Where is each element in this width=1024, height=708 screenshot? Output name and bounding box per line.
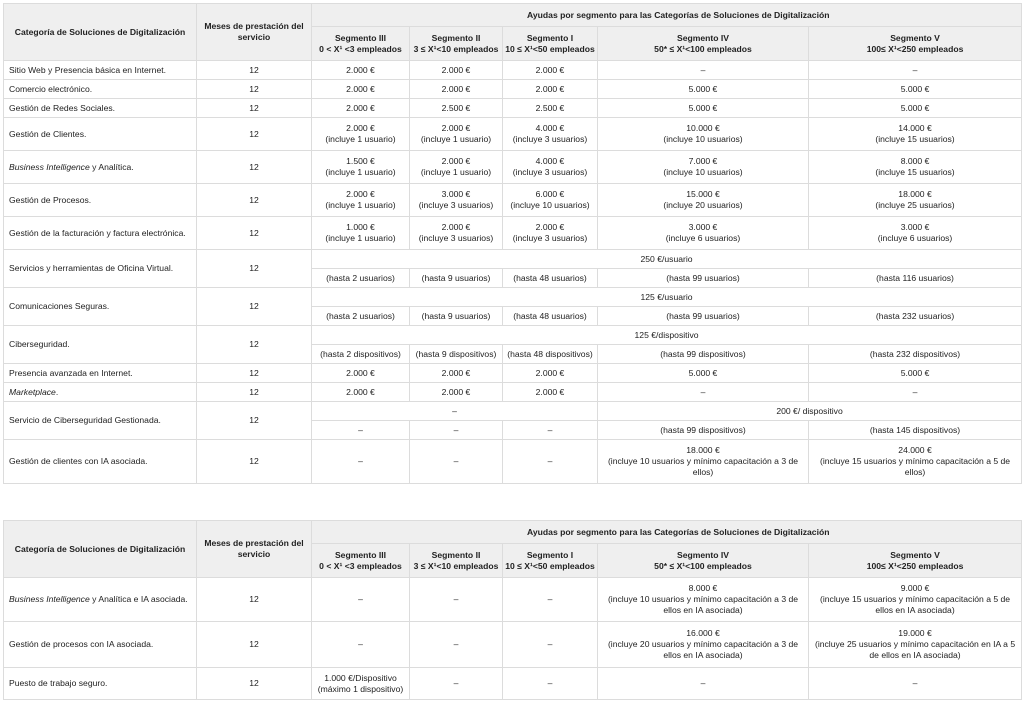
- value-cell: 10.000 € (incluye 10 usuarios): [598, 118, 809, 151]
- table-row: [4, 578, 1022, 622]
- value-cell: 2.500 €: [410, 99, 503, 118]
- value-cell: 2.000 €: [503, 383, 598, 402]
- header-segment-iv: Segmento IV 50* ≤ X¹<100 empleados: [598, 27, 809, 61]
- value-cell: –: [312, 622, 410, 668]
- value-cell: (hasta 48 dispositivos): [503, 345, 598, 364]
- value-cell: –: [598, 61, 809, 80]
- months-cell: 12: [197, 184, 312, 217]
- value-cell: 2.000 €: [503, 80, 598, 99]
- value-cell: 3.000 € (incluye 3 usuarios): [410, 184, 503, 217]
- value-cell: –: [410, 440, 503, 484]
- table-row: [4, 184, 1022, 217]
- unit-price-cell: –: [312, 402, 598, 421]
- value-cell: 9.000 € (incluye 15 usuarios y mínimo capacitación a 5 de ellos en IA asociada): [809, 578, 1022, 622]
- value-cell: –: [503, 668, 598, 700]
- value-cell: –: [410, 421, 503, 440]
- header-category: Categoría de Soluciones de Digitalización: [4, 4, 197, 61]
- category-cell: Presencia avanzada en Internet.: [4, 364, 197, 383]
- months-cell: 12: [197, 250, 312, 288]
- value-cell: 2.000 €: [312, 61, 410, 80]
- category-cell: Business Intelligence y Analítica e IA asociada.: [4, 578, 197, 622]
- header-category: Categoría de Soluciones de Digitalización: [4, 521, 197, 578]
- value-cell: (hasta 48 usuarios): [503, 269, 598, 288]
- value-cell: 2.000 €: [503, 364, 598, 383]
- value-cell: (hasta 2 dispositivos): [312, 345, 410, 364]
- table-row: [4, 364, 1022, 383]
- value-cell: –: [503, 440, 598, 484]
- category-cell: Puesto de trabajo seguro.: [4, 668, 197, 700]
- table-row: [4, 440, 1022, 484]
- value-cell: 5.000 €: [598, 364, 809, 383]
- category-cell: Gestión de Clientes.: [4, 118, 197, 151]
- months-cell: 12: [197, 402, 312, 440]
- value-cell: 18.000 € (incluye 10 usuarios y mínimo capacitación a 3 de ellos): [598, 440, 809, 484]
- category-cell: Marketplace.: [4, 383, 197, 402]
- value-cell: –: [312, 421, 410, 440]
- value-cell: 2.000 € (incluye 1 usuario): [312, 184, 410, 217]
- category-cell: Gestión de procesos con IA asociada.: [4, 622, 197, 668]
- table-row: [4, 217, 1022, 250]
- table-row: [4, 622, 1022, 668]
- value-cell: 3.000 € (incluye 6 usuarios): [598, 217, 809, 250]
- category-cell: Gestión de clientes con IA asociada.: [4, 440, 197, 484]
- header-segment-v: Segmento V 100≤ X¹<250 empleados: [809, 544, 1022, 578]
- value-cell: (hasta 9 dispositivos): [410, 345, 503, 364]
- value-cell: –: [598, 383, 809, 402]
- value-cell: 4.000 € (incluye 3 usuarios): [503, 151, 598, 184]
- category-cell: Servicio de Ciberseguridad Gestionada.: [4, 402, 197, 440]
- value-cell: (hasta 9 usuarios): [410, 307, 503, 326]
- header-months: Meses de prestación del servicio: [197, 4, 312, 61]
- value-cell: 2.000 €: [312, 80, 410, 99]
- header-segment-iv: Segmento IV 50* ≤ X¹<100 empleados: [598, 544, 809, 578]
- value-cell: –: [503, 622, 598, 668]
- months-cell: 12: [197, 668, 312, 700]
- header-months: Meses de prestación del servicio: [197, 521, 312, 578]
- value-cell: 2.000 €: [312, 383, 410, 402]
- category-cell: Servicios y herramientas de Oficina Virtual.: [4, 250, 197, 288]
- months-cell: 12: [197, 151, 312, 184]
- value-cell: (hasta 48 usuarios): [503, 307, 598, 326]
- category-cell: Gestión de la facturación y factura electrónica.: [4, 217, 197, 250]
- months-cell: 12: [197, 118, 312, 151]
- value-cell: 2.000 € (incluye 1 usuario): [410, 151, 503, 184]
- value-cell: –: [312, 578, 410, 622]
- header-segment-v: Segmento V 100≤ X¹<250 empleados: [809, 27, 1022, 61]
- value-cell: 14.000 € (incluye 15 usuarios): [809, 118, 1022, 151]
- value-cell: 8.000 € (incluye 15 usuarios): [809, 151, 1022, 184]
- value-cell: 1.000 €/Dispositivo (máximo 1 dispositivo): [312, 668, 410, 700]
- value-cell: 2.000 €: [312, 364, 410, 383]
- table-row: [4, 99, 1022, 118]
- months-cell: 12: [197, 622, 312, 668]
- header-segment-i: Segmento I 10 ≤ X¹<50 empleados: [503, 27, 598, 61]
- months-cell: 12: [197, 364, 312, 383]
- table-row: [4, 402, 1022, 421]
- category-cell: Gestión de Redes Sociales.: [4, 99, 197, 118]
- value-cell: 2.000 €: [410, 383, 503, 402]
- value-cell: –: [809, 61, 1022, 80]
- value-cell: (hasta 2 usuarios): [312, 307, 410, 326]
- table-row: [4, 80, 1022, 99]
- category-cell: Gestión de Procesos.: [4, 184, 197, 217]
- value-cell: –: [410, 622, 503, 668]
- header-segment-iii: Segmento III 0 < X¹ <3 empleados: [312, 544, 410, 578]
- unit-price-cell: 125 €/usuario: [312, 288, 1022, 307]
- value-cell: –: [809, 383, 1022, 402]
- header-group: Ayudas por segmento para las Categorías de Soluciones de Digitalización: [312, 521, 1022, 544]
- value-cell: 2.000 € (incluye 3 usuarios): [410, 217, 503, 250]
- value-cell: –: [410, 578, 503, 622]
- aid-table-main: [3, 3, 1022, 484]
- value-cell: 5.000 €: [809, 80, 1022, 99]
- months-cell: 12: [197, 61, 312, 80]
- value-cell: (hasta 2 usuarios): [312, 269, 410, 288]
- header-segment-ii: Segmento II 3 ≤ X¹<10 empleados: [410, 544, 503, 578]
- value-cell: –: [312, 440, 410, 484]
- category-cell: Sitio Web y Presencia básica en Internet.: [4, 61, 197, 80]
- value-cell: (hasta 145 dispositivos): [809, 421, 1022, 440]
- header-group: Ayudas por segmento para las Categorías de Soluciones de Digitalización: [312, 4, 1022, 27]
- header-segment-i: Segmento I 10 ≤ X¹<50 empleados: [503, 544, 598, 578]
- value-cell: (hasta 232 dispositivos): [809, 345, 1022, 364]
- value-cell: –: [809, 668, 1022, 700]
- months-cell: 12: [197, 217, 312, 250]
- value-cell: 2.000 € (incluye 3 usuarios): [503, 217, 598, 250]
- months-cell: 12: [197, 326, 312, 364]
- header-segment-ii: Segmento II 3 ≤ X¹<10 empleados: [410, 27, 503, 61]
- value-cell: (hasta 232 usuarios): [809, 307, 1022, 326]
- value-cell: 2.000 € (incluye 1 usuario): [410, 118, 503, 151]
- value-cell: –: [503, 421, 598, 440]
- header-segment-iii: Segmento III 0 < X¹ <3 empleados: [312, 27, 410, 61]
- months-cell: 12: [197, 440, 312, 484]
- value-cell: 18.000 € (incluye 25 usuarios): [809, 184, 1022, 217]
- value-cell: 2.000 €: [410, 80, 503, 99]
- unit-price-cell: 250 €/usuario: [312, 250, 1022, 269]
- value-cell: 2.000 €: [410, 364, 503, 383]
- value-cell: 2.000 € (incluye 1 usuario): [312, 118, 410, 151]
- value-cell: (hasta 99 usuarios): [598, 269, 809, 288]
- value-cell: 5.000 €: [809, 99, 1022, 118]
- category-cell: Business Intelligence y Analítica.: [4, 151, 197, 184]
- value-cell: 5.000 €: [598, 80, 809, 99]
- value-cell: –: [503, 578, 598, 622]
- value-cell: –: [598, 668, 809, 700]
- value-cell: 15.000 € (incluye 20 usuarios): [598, 184, 809, 217]
- value-cell: 7.000 € (incluye 10 usuarios): [598, 151, 809, 184]
- value-cell: 2.500 €: [503, 99, 598, 118]
- category-cell: Comunicaciones Seguras.: [4, 288, 197, 326]
- value-cell: (hasta 99 dispositivos): [598, 345, 809, 364]
- value-cell: (hasta 99 dispositivos): [598, 421, 809, 440]
- value-cell: 1.500 € (incluye 1 usuario): [312, 151, 410, 184]
- value-cell: 2.000 €: [312, 99, 410, 118]
- table-row: [4, 288, 1022, 307]
- months-cell: 12: [197, 578, 312, 622]
- value-cell: 1.000 € (incluye 1 usuario): [312, 217, 410, 250]
- months-cell: 12: [197, 383, 312, 402]
- table-row: [4, 118, 1022, 151]
- value-cell: (hasta 9 usuarios): [410, 269, 503, 288]
- table-row: [4, 383, 1022, 402]
- value-cell: 8.000 € (incluye 10 usuarios y mínimo capacitación a 3 de ellos en IA asociada): [598, 578, 809, 622]
- value-cell: –: [410, 668, 503, 700]
- category-cell: Ciberseguridad.: [4, 326, 197, 364]
- table-row: [4, 151, 1022, 184]
- aid-table-ia: [3, 520, 1022, 700]
- months-cell: 12: [197, 99, 312, 118]
- table-row: [4, 326, 1022, 345]
- months-cell: 12: [197, 288, 312, 326]
- value-cell: (hasta 116 usuarios): [809, 269, 1022, 288]
- months-cell: 12: [197, 80, 312, 99]
- unit-price-cell: 125 €/dispositivo: [312, 326, 1022, 345]
- value-cell: 2.000 €: [410, 61, 503, 80]
- table-row: [4, 61, 1022, 80]
- value-cell: 19.000 € (incluye 25 usuarios y mínimo capacitación en IA a 5 de ellos en IA asociada): [809, 622, 1022, 668]
- value-cell: 3.000 € (incluye 6 usuarios): [809, 217, 1022, 250]
- value-cell: 4.000 € (incluye 3 usuarios): [503, 118, 598, 151]
- value-cell: (hasta 99 usuarios): [598, 307, 809, 326]
- category-cell: Comercio electrónico.: [4, 80, 197, 99]
- value-cell: 16.000 € (incluye 20 usuarios y mínimo capacitación a 3 de ellos en IA asociada): [598, 622, 809, 668]
- value-cell: 6.000 € (incluye 10 usuarios): [503, 184, 598, 217]
- value-cell: 2.000 €: [503, 61, 598, 80]
- table-row: [4, 250, 1022, 269]
- value-cell: 5.000 €: [809, 364, 1022, 383]
- table-row: [4, 668, 1022, 700]
- value-cell: 5.000 €: [598, 99, 809, 118]
- value-cell: 24.000 € (incluye 15 usuarios y mínimo capacitación a 5 de ellos): [809, 440, 1022, 484]
- unit-price-cell: 200 €/ dispositivo: [598, 402, 1022, 421]
